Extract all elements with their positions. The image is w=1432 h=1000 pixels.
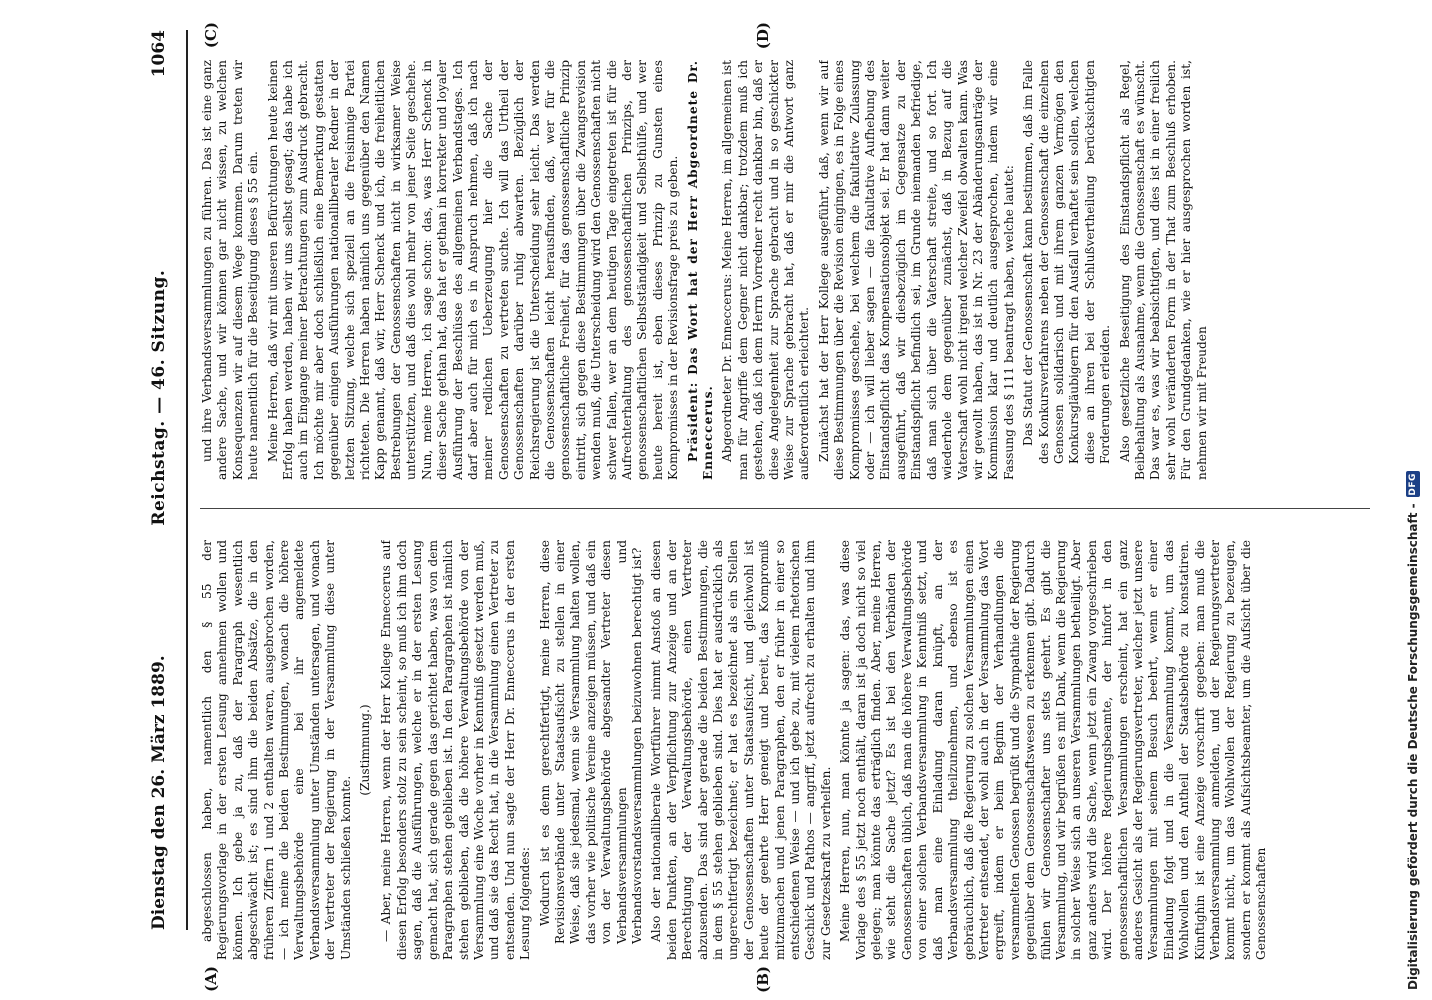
margin-marker-c: (C) — [202, 22, 220, 49]
paragraph: — Aber, meine Herren, wenn der Herr Kollege Enneccerus auf diesen Erfolg besonders stolz zu sein scheint, so muß ich ihm doch sagen, daß die Ausführungen, welche er in der ersten Lesung gemacht hat, sich gerade gegen das gerichtet haben, was von dem Paragraphen stehen geblieben ist. In den Paragraphen ist nämlich stehen geblieben, daß die höhere Verwaltungsbehörde von der Versammlung eine Woche vorher in Kenntniß gesetzt werden muß, und daß sie das Recht hat, in die Versammlung einen Vertreter zu entsenden. Und nun sagte der Herr Dr. Enneccerus in der ersten Lesung folgendes: — [379, 540, 533, 960]
paragraph: Also gesetzliche Beseitigung des Einstandspflicht als Regel, Beibehaltung als Ausnahme, wenn die Genossenschaft es wünscht. Das war es, was wir beabsichtigten, und dies ist in einer freilich sehr wohl veränderten Form in der That zum Beschluß erhoben. Für den Grundgedanken, wie er hier ausgesprochen worden ist, nehmen wir mit Freuden — [1117, 60, 1209, 480]
header-rule — [186, 30, 188, 930]
digitization-note: Digitalisierung gefördert durch die Deutsche Forschungsgemeinschaft - — [1406, 503, 1420, 990]
paragraph: abgeschlossen haben, namentlich den § 55 der Regierungsvorlage in der ersten Lesung annehmen wollen und können. Ich gebe ja zu, daß der Paragraph wesentlich abgeschwächt ist; es sind ihm die beiden Absätze, die in den früheren Ziffern 1 und 2 enthalten waren, ausgebrochen worden, — ich meine die beiden Bestimmungen, wonach die höhere Verwaltungsbehörde eine bei ihr angemeldete Verbandsversammlung unter Umständen untersagen, und wonach der Vertreter der Regierung in der Versammlung diese unter Umständen schließen konnte. — [200, 540, 353, 960]
dfg-logo: DFG — [1408, 473, 1418, 496]
paragraph: Wodurch ist es denn gerechtfertigt, meine Herren, diese Revisionsverbände unter Staatsaufsicht zu stellen in einer Weise, daß sie jedesmal, wenn sie Versammlung halten wollen, das vorher wie politische Vereine anzeigen müssen, und daß ein von der Verwaltungsbehörde abgesandter Vertreter diesen Verbandsversammlungen und Verbandsvorstandsversammlungen beizuwohnen berechtigt ist? — [537, 540, 644, 944]
paragraph: Präsident: Das Wort hat der Herr Abgeordnete Dr. Enneccerus. — [685, 60, 715, 480]
paragraph: Meine Herren, nun, man könnte ja sagen: das, was diese Vorlage des § 55 jetzt noch enthält, daran ist ja doch nicht so viel gelegen; man könnte das erträglich finden. Aber, meine Herren, wie steht die Sache jetzt? Es ist bei den Verbänden der Genossenschaften üblich, daß man die höhere Verwaltungsbehörde von einer solchen Verbandsversammlung in Kenntniß setzt, und daß man eine Einladung daran knüpft, an der Verbandsversammlung theilzunehmen, und ebenso ist es gebräuchlich, daß die Regierung zu solchen Versammlungen einen Vertreter entsendet, der wohl auch in der Versammlung das Wort ergreift, indem er beim Beginn der Verhandlungen die versammelten Genossen begrüßt und die Sympathie der Regierung gegenüber dem Genossenschaftswesen zu erkennen gibt. Dadurch fühlen wir Genossenschafter uns stets geehrt. Es gibt die Versammlung, und wir begrüßen es mit Dank, wenn die Regierung in solcher Weise sich an unseren Versammlungen betheiligt. Aber ganz anders wird die Sache, wenn jetzt ein Zwang vorgeschrieben wird. Der höhere Regierungsbeamte, der hinfort in den genossenschaftlichen Versammlungen erscheint, hat ein ganz anderes Gesicht als der Regierungsvertreter, welcher jetzt unsere Versammlungen mit seinem Besuch beehrt, wenn er einer Einladung folgt und in die Versammlung kommt, um das Wohlwollen und den Antheil der Staatsbehörde zu konstatiren. Künftighin ist eine Anzeige vorschrift gegeben: man muß die Verbandsversammlung anmelden, und der Regierungsvertreter kommt nicht, um das Wohlwollen der Regierung zu bezeugen, sondern er kommt als Aufsichtsbeamter, um die Aufsicht über die Genossenschaften — [838, 540, 1269, 960]
digitization-footer — [1394, 0, 1432, 1000]
text-column-right — [200, 60, 1370, 480]
page-header — [139, 30, 179, 930]
margin-marker-d: (D) — [754, 22, 772, 50]
text-column-left — [200, 540, 1370, 960]
header-page-number: 1064 — [149, 30, 169, 78]
column-divider — [200, 508, 1370, 509]
paragraph: Meine Herren, daß wir mit unseren Befürchtungen heute keinen Erfolg haben werden, haben wir uns selbst gesagt; das habe ich auch im Eingange meiner Betrachtungen zum Ausdruck gebracht. Ich möchte mir aber doch schließlich eine Bemerkung gestatten gegenüber einigen Ausführungen nationalliberaler Redner in der letzten Sitzung, welche sich speziell an die freisinnige Partei richteten. Die Herren haben nämlich uns gegenüber den Namen Kapp genannt, daß wir, Herr Schenck und ich, die freiheitlichen Bestrebungen der Genossenschaften nicht in wirksamer Weise unterstützten, und daß dies wohl mehr von jener Seite geschehe. Nun, meine Herren, ich sage schon: das, was Herr Schenck in dieser Sache gethan hat, das hat er gethan in korrekter und loyaler Ausführung der Beschlüsse des allgemeinen Verbandstages. Ich darf aber auch für mich es in Anspruch nehmen, daß ich nach meiner redlichen Ueberzeugung hier die Sache der Genossenschaften zu vertreten suchte. Ich will das Urtheil der Genossenschaften darüber ruhig abwarten. Bezüglich der Reichsregierung ist die Unterscheidung sehr leicht. Das werden die Genossenschaften leicht herausfinden, daß, wer für die genossenschaftliche Freiheit, für das genossenschaftliche Prinzip eintritt, sich gegen diese Bestimmungen über die Zwangsrevision wenden muß, die Unterscheidung wird den Genossenschaften nicht schwer fallen, wer an dem heutigen Tage eingetreten ist für die Aufrechterhaltung des genossenschaftlichen Prinzips, der genossenschaftlichen Selbstständigkeit und Selbsthülfe, und wer heute bereit ist, eben dieses Prinzip zu Gunsten eines Kompromisses in der Revisionsfrage preis zu geben. — [265, 60, 681, 480]
margin-marker-a: (A) — [202, 966, 220, 992]
margin-marker-b: (B) — [754, 966, 772, 993]
paragraph: Zunächst hat der Herr Kollege ausgeführt, daß, wenn wir auf diese Bestimmungen über die Revision eingingen, es in Folge eines Kompromisses geschehe, bei welchem die fakultative Zulassung oder — ich will lieber sagen — die fakultative Aufhebung des Einstandspflicht das Kompensationsobjekt sei. Er hat dann weiter ausgeführt, daß wir diesbezüglich im Gegensatze zu der Einstandspflicht befindlich sei, im Grunde niemanden befriedige, daß man sich über die Vaterschaft streite, und so fort. Ich wiederhole dem gegenüber zunächst, daß in Bezug auf die Vaterschaft wohl nicht irgend welcher Zweifel obwalten kann. Was wir gewollt haben, das ist in Nr. 23 der Abänderungsanträge der Kommission klar und deutlich ausgesprochen, indem wir eine Fassung des § 111 beantragt haben, welche lautet: — [816, 60, 1016, 480]
paragraph: (Zustimmung.) — [358, 704, 373, 796]
paragraph: Das Statut der Genossenschaft kann bestimmen, daß im Falle des Konkursverfahrens neben der Genossenschaft die einzelnen Genossen solidarisch und mit ihrem ganzen Vermögen den Konkursgläubigern für den Ausfall verhaftet sein sollen, welchen diese an ihren bei der Schlußvertheilung berücksichtigten Forderungen erleiden. — [1021, 60, 1113, 464]
paragraph: und ihre Verbandsversammlungen zu führen. Das ist eine ganz andere Sache, und wir können gar nicht wissen, zu welchen Konsequenzen wir auf diesem Wege kommen. Darum treten wir heute namentlich für die Beseitigung dieses § 55 ein. — [200, 60, 261, 480]
header-date: Dienstag den 26. März 1889. — [149, 655, 169, 930]
paragraph: Abgeordneter Dr. Enneccerus: Meine Herren, im allgemeinen ist man für Angriffe dem Gegner nicht dankbar; trotzdem muß ich gestehen, daß ich dem Herrn Vorredner recht dankbar bin, daß er diese Angelegenheit zur Sprache gebracht und in so geschickter Weise zur Sprache gebracht hat, daß er mir die Antwort ganz außerordentlich erleichtert. — [720, 60, 812, 480]
header-title: Reichstag. — 46. Sitzung. — [149, 269, 169, 526]
paragraph: Also der nationalliberale Wortführer nimmt Anstoß an diesen beiden Punkten, an der Verpflichtung zur Anzeige und an der Berechtigung der Verwaltungsbehörde, einen Vertreter abzusenden. Das sind aber gerade die beiden Bestimmungen, die in dem § 55 stehen geblieben sind. Dies hat er ausdrücklich als ungerechtfertigt bezeichnet; er hat es bezeichnet als ein Stellen der Genossenschaften unter Staatsaufsicht, und gleichwohl ist heute der geehrte Herr geneigt und bereit, das Kompromiß mitzumachen und jenen Paragraphen, den er früher in einer so entschiedenen Weise — und ich gebe zu, mit vielem rhetorischen Geschick und Pathos — angriff, jetzt aufrecht zu erhalten und ihm zur Gesetzeskraft zu verhelfen. — [649, 540, 833, 960]
